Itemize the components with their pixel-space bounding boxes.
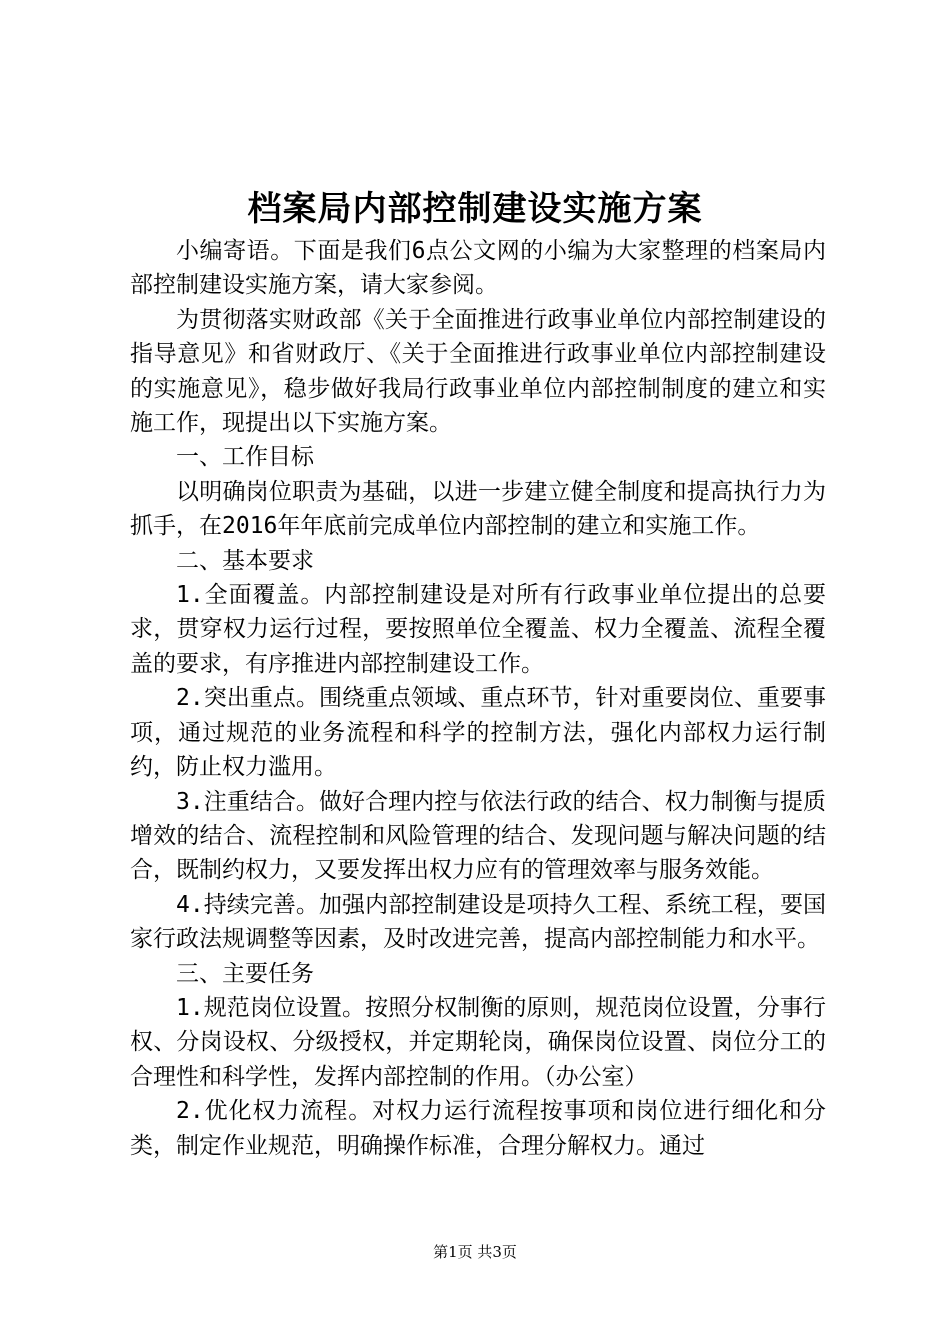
list-item: 3.注重结合。做好合理内控与依法行政的结合、权力制衡与提质增效的结合、流程控制和风险管理的结合、发现问题与解决问题的结合，既制约权力，又要发挥出权力应有的管理效率与服务效能。 xyxy=(130,788,826,884)
list-item: 1.规范岗位设置。按照分权制衡的原则，规范岗位设置，分事行权、分岗设权、分级授权，并定期轮岗，确保岗位设置、岗位分工的合理性和科学性，发挥内部控制的作用。（办公室） xyxy=(130,994,826,1090)
section-heading: 一、工作目标 xyxy=(176,444,314,471)
document-body xyxy=(130,234,826,1163)
section-heading: 二、基本要求 xyxy=(176,547,314,574)
paragraph: 以明确岗位职责为基础，以进一步建立健全制度和提高执行力为抓手，在2016年年底前完成单位内部控制的建立和实施工作。 xyxy=(130,478,826,540)
list-item: 2.优化权力流程。对权力运行流程按事项和岗位进行细化和分类，制定作业规范，明确操作标准，合理分解权力。通过 xyxy=(130,1098,826,1159)
list-item: 4.持续完善。加强内部控制建设是项持久工程、系统工程，要国家行政法规调整等因素，及时改进完善，提高内部控制能力和水平。 xyxy=(130,891,826,953)
section-heading: 三、主要任务 xyxy=(176,960,314,987)
list-item: 2.突出重点。围绕重点领域、重点环节，针对重要岗位、重要事项，通过规范的业务流程和科学的控制方法，强化内部权力运行制约，防止权力滥用。 xyxy=(130,685,826,781)
document-title: 档案局内部控制建设实施方案 xyxy=(247,189,703,229)
page-footer: 第1页 共3页 xyxy=(433,1243,517,1261)
paragraph: 为贯彻落实财政部《关于全面推进行政事业单位内部控制建设的指导意见》和省财政厅、《关于全面推进行政事业单位内部控制建设的实施意见》，稳步做好我局行政事业单位内部控制制度的建立和实施工作，现提出以下实施方案。 xyxy=(130,306,826,437)
paragraph: 小编寄语。下面是我们6点公文网的小编为大家整理的档案局内部控制建设实施方案，请大家参阅。 xyxy=(130,238,826,299)
list-item: 1.全面覆盖。内部控制建设是对所有行政事业单位提出的总要求，贯穿权力运行过程，要按照单位全覆盖、权力全覆盖、流程全覆盖的要求，有序推进内部控制建设工作。 xyxy=(130,582,826,677)
